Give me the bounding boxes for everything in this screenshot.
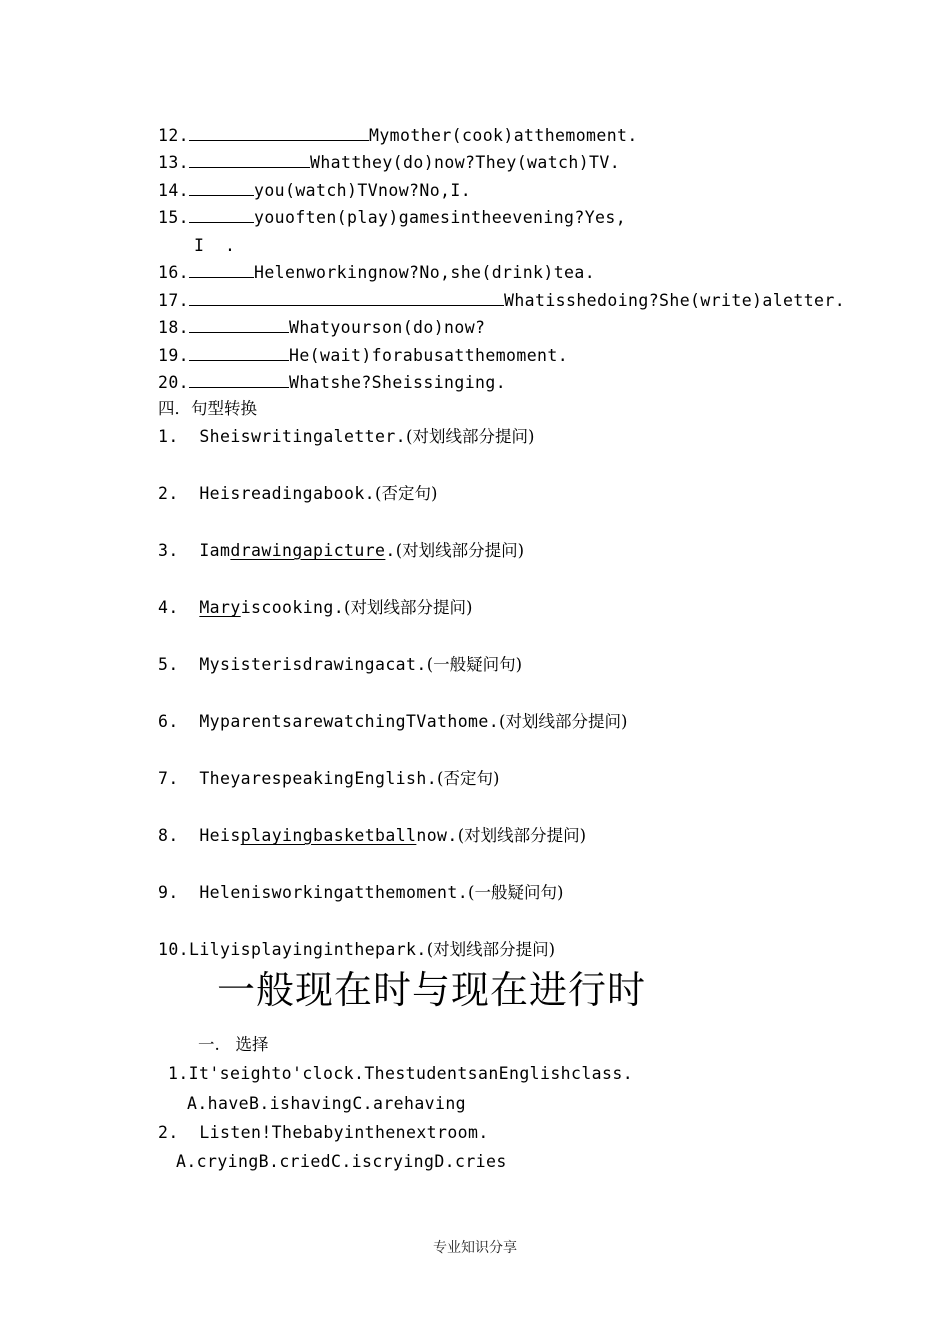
question-19 xyxy=(158,345,568,367)
item-text-after: iscooking. xyxy=(240,598,345,617)
choice-question-2-options: A.cryingB.criedC.iscryingD.cries xyxy=(176,1152,507,1171)
item-number: 3. xyxy=(158,541,179,560)
question-number: 13. xyxy=(158,153,190,172)
underlined-text: Mary xyxy=(199,598,241,617)
question-number: 20. xyxy=(158,373,190,392)
underlined-text: drawingapicture xyxy=(230,541,386,560)
section-4-heading: 四．句型转换 xyxy=(158,399,257,418)
answer-blank xyxy=(189,372,289,388)
item-number: 6. xyxy=(158,712,179,731)
item-text: Sheiswritingaletter. xyxy=(199,427,407,446)
page-title: 一般现在时与现在进行时 xyxy=(217,968,647,1012)
choice-question-1: 1.It'seighto'clock.ThestudentsanEnglishclass. xyxy=(168,1064,634,1083)
question-text: He(wait)forabusatthemoment. xyxy=(289,346,569,365)
item-text: MyparentsarewatchingTVathome. xyxy=(199,712,500,731)
item-text: Heis xyxy=(199,826,241,845)
item-text-after: . xyxy=(385,541,396,560)
question-14 xyxy=(158,180,471,202)
item-text: Helenisworkingatthemoment. xyxy=(199,883,469,902)
answer-blank xyxy=(189,290,504,306)
item-number: 5. xyxy=(158,655,179,674)
choice-question-1-options: A.haveB.ishavingC.arehaving xyxy=(187,1094,467,1113)
section-number: 一. xyxy=(198,1035,220,1054)
question-text: Helenworkingnow?No,she(drink)tea. xyxy=(254,263,596,282)
question-text: Whatshe?Sheissinging. xyxy=(289,373,507,392)
transform-item-8 xyxy=(158,825,586,847)
item-text: Mysisterisdrawingacat. xyxy=(199,655,427,674)
question-number: 19. xyxy=(158,346,190,365)
item-number: 1. xyxy=(158,427,179,446)
item-text-after: now. xyxy=(416,826,458,845)
item-number: 9. xyxy=(158,883,179,902)
item-instruction: (一般疑问句) xyxy=(468,883,564,902)
transform-item-3 xyxy=(158,540,524,562)
item-instruction: (否定句) xyxy=(437,769,500,788)
transform-item-10 xyxy=(158,939,555,961)
transform-item-1 xyxy=(158,426,534,448)
question-text: Whatisshedoing?She(write)aletter. xyxy=(504,291,846,310)
transform-item-6 xyxy=(158,711,627,733)
item-number: 8. xyxy=(158,826,179,845)
item-instruction: (对划线部分提问) xyxy=(499,712,628,731)
item-instruction: (否定句) xyxy=(375,484,438,503)
item-instruction: (对划线部分提问) xyxy=(395,541,525,560)
item-instruction: (对划线部分提问) xyxy=(344,598,473,617)
item-text: Iam xyxy=(199,541,231,560)
item-instruction: (对划线部分提问) xyxy=(457,826,587,845)
item-number: 2. xyxy=(158,484,179,503)
question-text: Mymother(cook)atthemoment. xyxy=(369,126,638,145)
section-1-heading xyxy=(198,1034,269,1056)
item-number: 7. xyxy=(158,769,179,788)
question-number: 18. xyxy=(158,318,190,337)
item-instruction: (对划线部分提问) xyxy=(426,940,556,959)
answer-blank xyxy=(189,152,310,168)
question-text: youoften(play)gamesintheevening?Yes, xyxy=(254,208,627,227)
choice-question-2: 2. Listen!Thebabyinthenextroom. xyxy=(158,1123,489,1142)
transform-item-7 xyxy=(158,768,499,790)
question-18 xyxy=(158,317,485,339)
question-15 xyxy=(158,207,626,229)
question-12 xyxy=(158,125,638,147)
transform-item-5 xyxy=(158,654,522,676)
question-number: 16. xyxy=(158,263,190,282)
question-13 xyxy=(158,152,620,174)
question-16 xyxy=(158,262,595,284)
answer-blank xyxy=(189,345,289,361)
question-15-continuation: I . xyxy=(194,236,236,255)
item-number: 10. xyxy=(158,940,190,959)
question-number: 12. xyxy=(158,126,190,145)
transform-item-4 xyxy=(158,597,472,619)
page-footer: 专业知识分享 xyxy=(433,1240,517,1256)
item-number: 4. xyxy=(158,598,179,617)
item-text: TheyarespeakingEnglish. xyxy=(199,769,438,788)
transform-item-9 xyxy=(158,882,563,904)
question-text: Whatyourson(do)now? xyxy=(289,318,486,337)
question-text: you(watch)TVnow?No,I. xyxy=(254,181,472,200)
answer-blank xyxy=(189,125,369,141)
question-20 xyxy=(158,372,506,394)
transform-item-2 xyxy=(158,483,437,505)
question-text: Whatthey(do)now?They(watch)TV. xyxy=(310,153,621,172)
item-instruction: (对划线部分提问) xyxy=(406,427,535,446)
item-text: Heisreadingabook. xyxy=(199,484,376,503)
section-title: 选择 xyxy=(235,1035,269,1054)
answer-blank xyxy=(189,207,254,223)
answer-blank xyxy=(189,180,254,196)
underlined-text: playingbasketball xyxy=(240,826,417,845)
answer-blank xyxy=(189,262,254,278)
question-number: 17. xyxy=(158,291,190,310)
item-instruction: (一般疑问句) xyxy=(426,655,523,674)
item-text: Lilyisplayinginthepark. xyxy=(189,940,427,959)
question-17 xyxy=(158,290,845,312)
answer-blank xyxy=(189,317,289,333)
question-number: 14. xyxy=(158,181,190,200)
question-number: 15. xyxy=(158,208,190,227)
